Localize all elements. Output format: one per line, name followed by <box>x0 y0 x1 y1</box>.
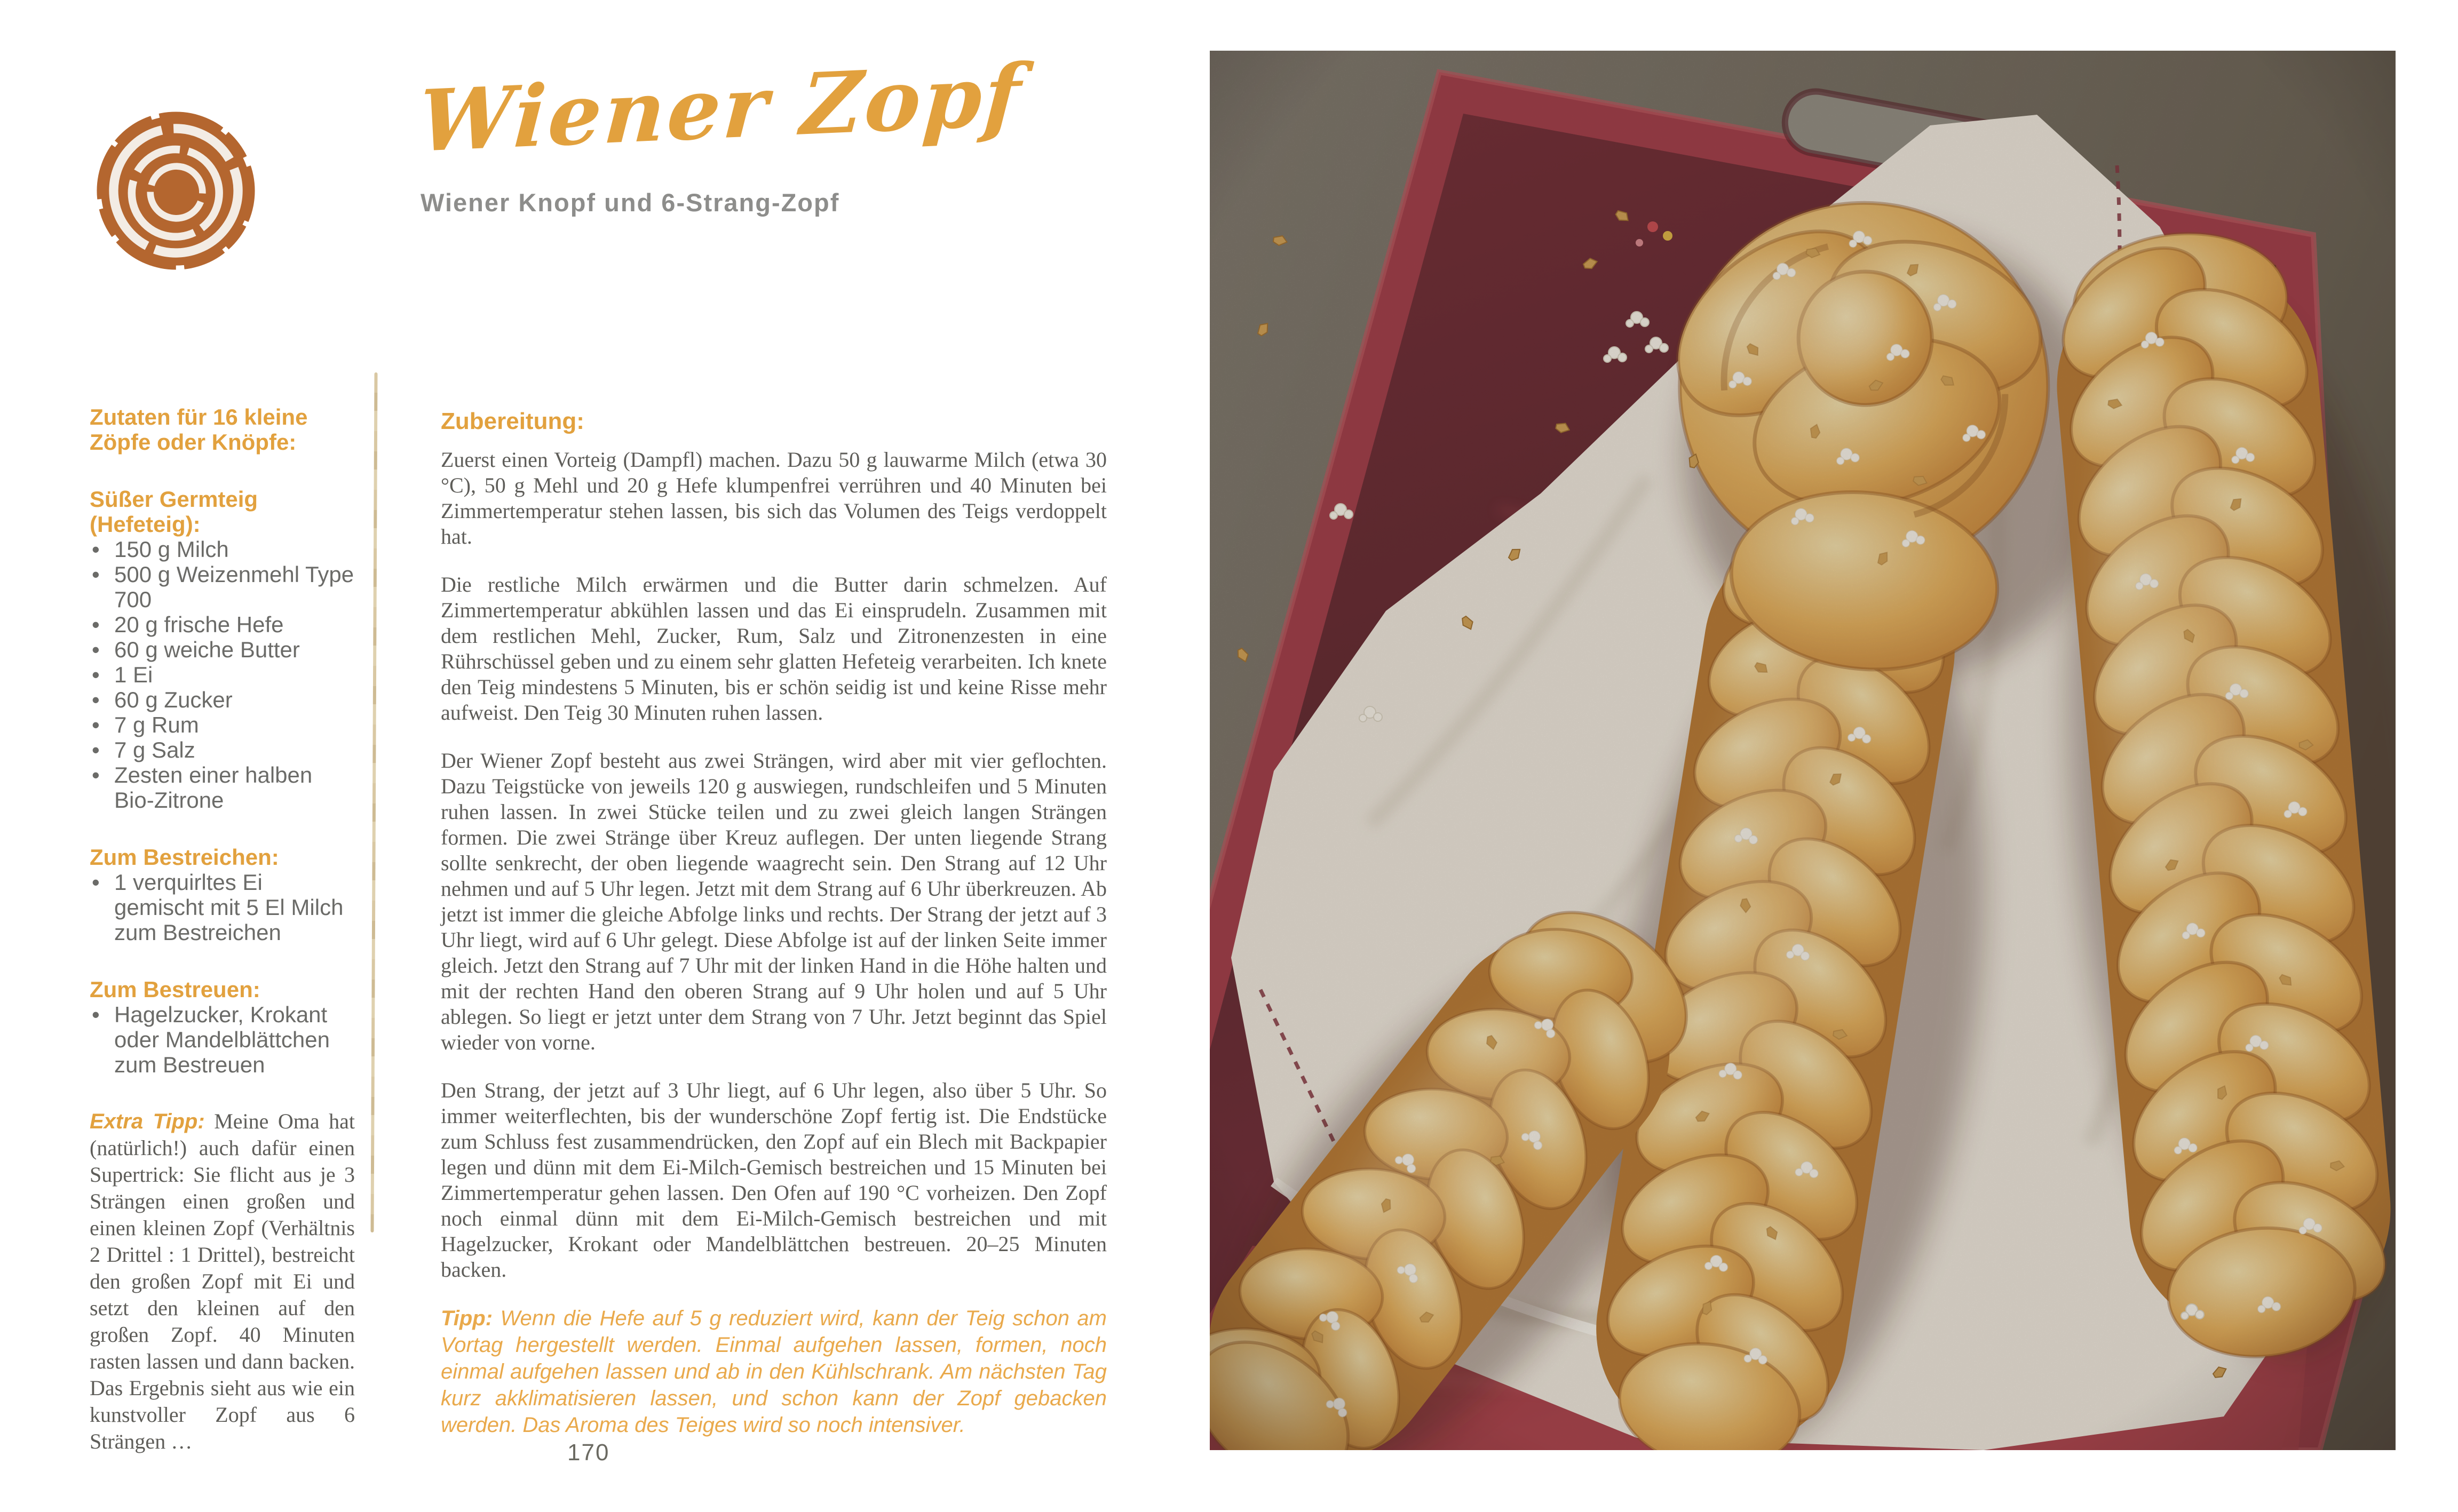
ingredient-item: • 7 g Rum <box>90 712 355 737</box>
method-tip-text: Wenn die Hefe auf 5 g reduziert wird, kann der Teig schon am Vortag hergestellt werden. Einmal aufgehen lassen, formen, noch einmal aufgehen lassen und ab in den Kühlschrank. Am nächsten Tag kurz akklimatisieren lassen, und schon kann der Zopf gebacken werden. Das Aroma des Teiges wird so noch intensiver. <box>441 1307 1107 1437</box>
column-divider <box>370 372 377 1232</box>
method-paragraph: Zuerst einen Vorteig (Dampfl) machen. Dazu 50 g lauwarme Milch (etwa 30 °C), 50 g Mehl und 20 g Hefe klumpenfrei verrühren und 40 Minuten bei Zimmertemperatur stehen lassen, bis sich das Volumen des Teigs verdoppelt hat. <box>441 448 1107 548</box>
ingredients-list-topping <box>90 1002 355 1077</box>
page-title: Wiener Zopf <box>416 45 1026 172</box>
ingredient-item: • 500 g Weizenmehl Type 700 <box>90 562 355 612</box>
ingredient-item: • 1 Ei <box>90 662 355 687</box>
page-subtitle: Wiener Knopf und 6-Strang-Zopf <box>421 188 840 217</box>
ingredient-item: • 60 g Zucker <box>90 687 355 712</box>
photo-grain <box>1210 51 2396 1450</box>
extra-tip-label: Extra Tipp: <box>90 1110 205 1133</box>
ingredients-list-dough <box>90 537 355 813</box>
method-heading: Zubereitung: <box>441 408 584 434</box>
extra-tip-text: Meine Oma hat (natürlich!) auch dafür einen Supertrick: Sie flicht aus je 3 Strängen einen großen und einen kleinen Zopf (Verhältnis 2 Drittel : 1 Drittel), bestreicht den großen Zopf mit Ei und setzt den kleinen auf den großen Zopf. 40 Minuten rasten lassen und dann backen. Das Ergebnis sieht aus wie ein kunstvoller Zopf aus 6 Strängen … <box>90 1109 355 1453</box>
method-tip-label: Tipp: <box>441 1307 493 1330</box>
method-paragraph: Die restliche Milch erwärmen und die Butter darin schmelzen. Auf Zimmertemperatur abkühlen lassen und das Ei einsprudeln. Zusammen mit dem restlichen Mehl, Zucker, Rum, Salz und Zitronenzesten in eine Rührschüssel geben und zu einem sehr glatten Hefeteig verarbeiten. Ich knete den Teig mindestens 5 Minuten, bis er schön seidig ist und keine Risse mehr aufweist. Den Teig 30 Minuten ruhen lassen. <box>441 572 1107 725</box>
ingredients-section-title-glaze: Zum Bestreichen: <box>90 845 279 870</box>
method-column <box>441 409 1107 1438</box>
logo-stamp <box>92 107 260 275</box>
ingredient-item: • 20 g frische Hefe <box>90 612 355 637</box>
ingredients-section-title-topping: Zum Bestreuen: <box>90 977 260 1002</box>
ingredients-panel <box>90 404 355 1455</box>
method-paragraph: Den Strang, der jetzt auf 3 Uhr liegt, auf 6 Uhr legen, also über 5 Uhr. So immer weiterflechten, bis der wunderschöne Zopf fertig ist. Die Endstücke zum Schluss fest zusammendrücken, den Zopf auf ein Blech mit Backpapier legen und dünn mit dem Ei-Milch-Gemisch bestreichen und 15 Minuten bei Zimmertemperatur gehen lassen. Den Ofen auf 190 °C vorheizen. Den Zopf noch einmal dünn mit dem Ei-Milch-Gemisch bestreichen und mit Hagelzucker, Krokant oder Mandelblättchen bestreuen. 20–25 Minuten backen. <box>441 1078 1107 1282</box>
ingredient-item: • 1 verquirltes Ei gemischt mit 5 El Milch zum Bestreichen <box>90 870 355 945</box>
method-paragraph: Der Wiener Zopf besteht aus zwei Strängen, wird aber mit vier geflochten. Dazu Teigstücke von jeweils 120 g auswiegen, rundschleifen und 5 Minuten ruhen lassen. In zwei Stücke teilen und zu zwei gleich langen Strängen formen. Die zwei Stränge über Kreuz auflegen. Der unten liegende Strang sollte senkrecht, der oben liegende waagrecht sein. Den Strang auf 12 Uhr nehmen und auf 5 Uhr legen. Jetzt mit dem Strang auf 6 Uhr überkreuzen. Ab jetzt ist immer die gleiche Abfolge links und rechts. Der Strang der jetzt auf 3 Uhr liegt, wird auf 6 Uhr gelegt. Diese Abfolge ist auf der linken Seite immer gleich. Jetzt den Strang auf 7 Uhr mit der linken Hand in die Höhe halten und mit der rechten Hand den oberen Strang auf 9 Uhr holen und auf 5 Uhr ablegen. So liegt er jetzt unter dem Strang von 7 Uhr. Jetzt beginnt das Spiel wieder von vorne. <box>441 749 1107 1054</box>
recipe-photo <box>1210 51 2396 1450</box>
method-tip <box>441 1305 1107 1438</box>
ingredients-list-glaze <box>90 870 355 945</box>
ingredient-item: • 60 g weiche Butter <box>90 637 355 662</box>
ingredient-item: • Zesten einer halben Bio-Zitrone <box>90 762 355 813</box>
ingredient-item: • Hagelzucker, Krokant oder Mandelblättchen zum Bestreuen <box>90 1002 355 1077</box>
ingredients-section-title-dough: Süßer Germteig (Hefeteig): <box>90 487 258 537</box>
extra-tip <box>90 1108 355 1455</box>
page-number: 170 <box>567 1439 610 1466</box>
ingredient-item: • 7 g Salz <box>90 737 355 762</box>
ingredients-heading: Zutaten für 16 kleine Zöpfe oder Knöpfe: <box>90 404 308 455</box>
ingredient-item: • 150 g Milch <box>90 537 355 562</box>
tree-rings-icon <box>92 107 260 275</box>
